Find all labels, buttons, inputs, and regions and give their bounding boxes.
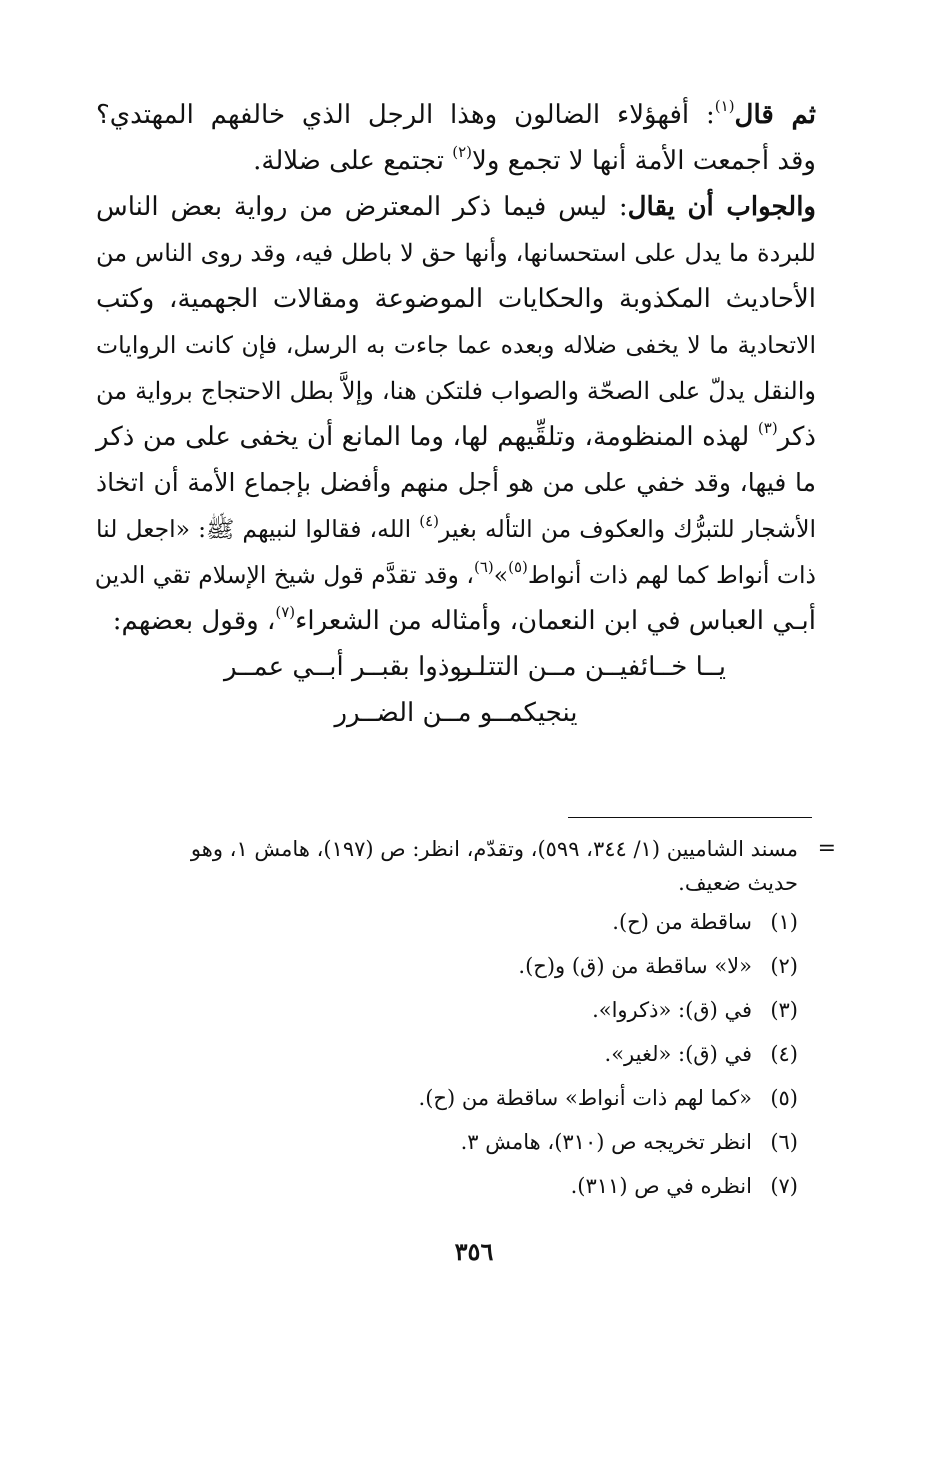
footnote-number: (١) [770, 910, 798, 934]
main-text [96, 92, 816, 736]
footnote-separator [568, 817, 812, 818]
text-segment: : أفهؤلاء الضالون وهذا الرجل الذي خالفهم المهتدي؟ [96, 100, 715, 130]
footnote-number: (٧) [770, 1174, 798, 1198]
text-line [96, 322, 816, 368]
footnote-continuation-line: مسند الشاميين (١/ ٣٤٤، ٥٩٩)، وتقدّم، انظر: ص (١٩٧)، هامش ١، وهو [190, 837, 798, 861]
footnote-ref: (١) [714, 97, 735, 116]
footnote-ref: (٦) [473, 558, 494, 577]
text-line [96, 598, 816, 644]
footnote-text: في (ق): «لغير». [604, 1042, 752, 1066]
text-segment: ما فيها، وقد خفي على من هو أجل منهم وأفضل بإجماع الأمة أن اتخاذ [96, 468, 816, 497]
footnote-ref: (٥) [508, 558, 528, 577]
text-segment: » [493, 561, 509, 589]
footnote-item [138, 1120, 828, 1164]
footnote-continuation-line: حديث ضعيف. [678, 871, 798, 895]
text-segment: : ليس فيما ذكر المعترض من رواية بعض الناس [96, 192, 628, 222]
text-segment: الأشجار للتبرُّك والعكوف من التأله بغير [439, 515, 816, 543]
text-segment: تجتمع على ضلالة. [253, 146, 453, 176]
bold-text: والجواب أن يقال [627, 192, 816, 222]
text-segment: أبـي العباس في ابن النعمان، وأمثاله من الشعراء [295, 606, 816, 636]
text-segment: ، وقول بعضهم: [112, 606, 276, 636]
text-line [96, 414, 816, 460]
footnote-item [138, 1076, 828, 1120]
footnote-number: (٤) [770, 1042, 798, 1066]
text-line [96, 138, 816, 184]
verse-hemistich: ينجيكمــو مــن الضــرر [334, 698, 578, 728]
text-line [96, 460, 816, 506]
footnote-item [138, 944, 828, 988]
text-segment: لهذه المنظومة، وتلقِّيهم لها، وما المانع أن يخفى على من ذكر [96, 422, 758, 452]
footnote-continuation-mark: = [817, 836, 836, 861]
text-segment: ذكر [777, 422, 816, 452]
footnote-item [138, 900, 828, 944]
text-line [96, 92, 816, 138]
bold-text: ثم قال [734, 100, 816, 130]
text-line [96, 368, 816, 414]
footnote-ref: (٢) [452, 143, 472, 162]
text-line [96, 506, 816, 552]
footnote-ref: (٣) [757, 419, 778, 438]
footnote-text: «لا» ساقطة من (ق) و(ح). [518, 954, 752, 978]
text-segment: الاتحادية ما لا يخفى ضلاله وبعده عما جاءت به الرسل، فإن كانت الروايات [96, 331, 816, 359]
footnote-number: (٥) [770, 1086, 798, 1110]
text-line [96, 230, 816, 276]
footnotes [138, 832, 836, 1208]
verse-hemistich: يــا خــائفيــن مــن التتــر [458, 652, 726, 682]
text-segment: ، وقد تقدَّم قول شيخ الإسلام تقي الدين [94, 561, 474, 589]
verse-hemistich: لــوذوا بقبــر أبــي عمــر [223, 652, 486, 682]
footnote-item [138, 988, 828, 1032]
footnote-number: (٣) [770, 998, 798, 1022]
text-line [96, 552, 816, 598]
footnote-text: في (ق): «ذكروا». [592, 998, 752, 1022]
text-line [96, 184, 816, 230]
footnote-ref: (٧) [275, 603, 296, 622]
text-segment: وقد أجمعت الأمة أنها لا تجمع ولا [471, 146, 816, 176]
text-segment: ذات أنواط كما لهم ذات أنواط [527, 561, 816, 589]
footnote-ref: (٤) [419, 512, 440, 531]
footnote-number: (٦) [770, 1130, 798, 1154]
footnote-item [138, 1032, 828, 1076]
footnote-item [138, 1164, 828, 1208]
text-segment: للبردة ما يدل على استحسانها، وأنها حق لا باطل فيه، وقد روى الناس من [96, 239, 816, 267]
verse-line [96, 690, 816, 736]
footnote-text: ساقطة من (ح). [612, 910, 752, 934]
footnote-text: «كما لهم ذات أنواط» ساقطة من (ح). [418, 1086, 752, 1110]
text-line [96, 276, 816, 322]
text-segment: الله، فقالوا لنبيهم ﷺ: «اجعل لنا [96, 515, 420, 543]
verse-line [96, 644, 816, 690]
footnote-text: انظره في ص (٣١١). [570, 1174, 752, 1198]
text-segment: الأحاديث المكذوبة والحكايات الموضوعة ومقالات الجهمية، وكتب [96, 284, 816, 314]
page-number: ٣٥٦ [454, 1237, 494, 1266]
footnote-number: (٢) [770, 954, 798, 978]
footnote-continuation [138, 832, 828, 900]
footnote-text: انظر تخريجه ص (٣١٠)، هامش ٣. [460, 1130, 752, 1154]
text-segment: والنقل يدلّ على الصحّة والصواب فلتكن هنا، وإلاَّ بطل الاحتجاج برواية من [96, 377, 816, 405]
footnote-list [138, 900, 828, 1208]
